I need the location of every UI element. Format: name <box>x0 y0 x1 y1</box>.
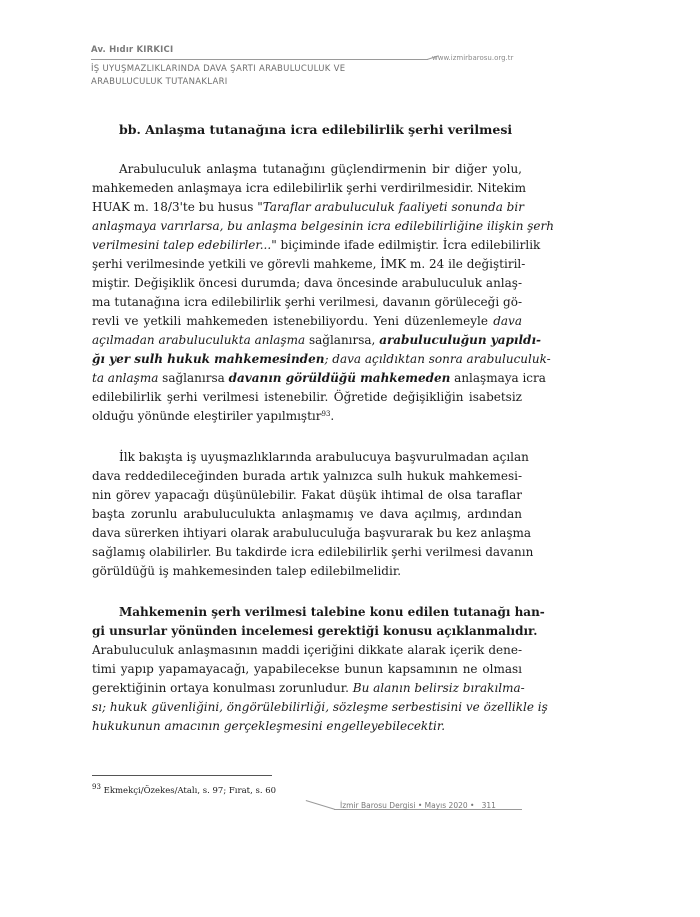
p1-line: mahkemeden anlaşmaya icra edilebilirlik şerhi verdirilmesidir. Nitekim <box>92 181 526 195</box>
p1-line: miştir. Değişiklik öncesi durumda; dava öncesinde arabuluculuk anlaş- <box>92 276 522 290</box>
footnote-text: Ekmekçi/Özekes/Atalı, s. 97; Fırat, s. 60 <box>100 786 277 796</box>
p3-line: sı; hukuk güvenliğini, öngörülebilirliği, sözleşme serbestisini ve özellikle iş <box>92 700 548 714</box>
footer-journal: İzmir Barosu Dergisi • Mayıs 2020 • <box>340 801 475 810</box>
p3-line: timi yapıp yapamayacağı, yapabilecekse bunun kapsamının ne olması <box>92 662 522 676</box>
p2-line: görüldüğü iş mahkemesinden talep edilebilmelidir. <box>92 564 402 578</box>
page-number: 311 <box>481 801 496 810</box>
p3-line: hukukunun amacının gerçekleşmesini engelleyebilecektir. <box>92 719 446 733</box>
p1-line: revli ve yetkili mahkemeden istenebiliyordu. Yeni düzenlemeyle dava <box>92 314 522 328</box>
page-footer <box>340 801 496 810</box>
header-title-line-2: ARABULUCULUK TUTANAKLARI <box>91 76 228 87</box>
p3-line: Arabuluculuk anlaşmasının maddi içeriğini dikkate alarak içerik dene- <box>92 643 522 657</box>
header-website: www.izmirbarosu.org.tr <box>432 54 514 62</box>
p1-line: şerhi verilmesinde yetkili ve görevli mahkeme, İMK m. 24 ile değiştiril- <box>92 257 526 271</box>
footnote-number: 93 <box>92 783 101 791</box>
p3-line: gerektiğinin ortaya konulması zorunludur. Bu alanın belirsiz bırakılma- <box>92 681 525 695</box>
footer-rule-diagonal <box>306 800 335 810</box>
p2-line: nin görev yapacağı düşünülebilir. Fakat düşük ihtimal de olsa taraflar <box>92 488 522 502</box>
p1-line: anlaşmaya varırlarsa, bu anlaşma belgesinin icra edilebilirliğine ilişkin şerh <box>92 219 554 233</box>
p2-line: başta zorunlu arabuluculukta anlaşmamış ve dava açılmış, ardından <box>92 507 522 521</box>
header-title-line-1: İŞ UYUŞMAZLIKLARINDA DAVA ŞARTI ARABULUCULUK VE <box>91 64 346 74</box>
p1-line: edilebilirlik şerhi verilmesi istenebilir. Öğretide değişikliğin isabetsiz <box>92 390 522 404</box>
section-heading: bb. Anlaşma tutanağına icra edilebilirlik şerhi verilmesi <box>119 122 513 137</box>
header-title <box>91 63 391 88</box>
p1-line: açılmadan arabuluculukta anlaşma sağlanırsa, arabuluculuğun yapıldı- <box>92 333 541 347</box>
p3-line: Mahkemenin şerh verilmesi talebine konu edilen tutanağı han- <box>119 605 545 619</box>
p1-line: Arabuluculuk anlaşma tutanağını güçlendirmenin bir diğer yolu, <box>119 162 522 176</box>
p1-line: ta anlaşma sağlanırsa davanın görüldüğü mahkemeden anlaşmaya icra <box>92 371 546 385</box>
p1-line: HUAK m. 18/3'te bu husus "Taraflar arabuluculuk faaliyeti sonunda bir <box>92 200 524 214</box>
header-rule <box>91 59 428 60</box>
p2-line: sağlamış olabilirler. Bu takdirde icra edilebilirlik şerhi verilmesi davanın <box>92 545 534 559</box>
p1-line: ma tutanağına icra edilebilirlik şerhi verilmesi, davanın görüleceği gö- <box>92 295 522 309</box>
p2-line: dava reddedileceğinden burada artık yalnızca sulh hukuk mahkemesi- <box>92 469 522 483</box>
footnote <box>92 783 277 796</box>
p1-line: verilmesini talep edebilirler..." biçiminde ifade edilmiştir. İcra edilebilirlik <box>92 238 541 252</box>
footnote-ref[interactable]: 93 <box>321 410 331 418</box>
p1-line: olduğu yönünde eleştiriler yapılmıştır$^{93}$. <box>92 409 335 423</box>
p1-line: ğı yer sulh hukuk mahkemesinden; dava açıldıktan sonra arabuluculuk- <box>92 352 551 366</box>
header-author: Av. Hıdır KIRKICI <box>91 45 174 55</box>
p2-line: dava sürerken ihtiyari olarak arabuluculuğa başvurarak bu kez anlaşma <box>92 526 532 540</box>
footnote-rule <box>92 775 272 776</box>
p3-line: gi unsurlar yönünden incelemesi gerektiği konusu açıklanmalıdır. <box>92 624 538 638</box>
p2-line: İlk bakışta iş uyuşmazlıklarında arabulucuya başvurulmadan açılan <box>119 450 529 464</box>
